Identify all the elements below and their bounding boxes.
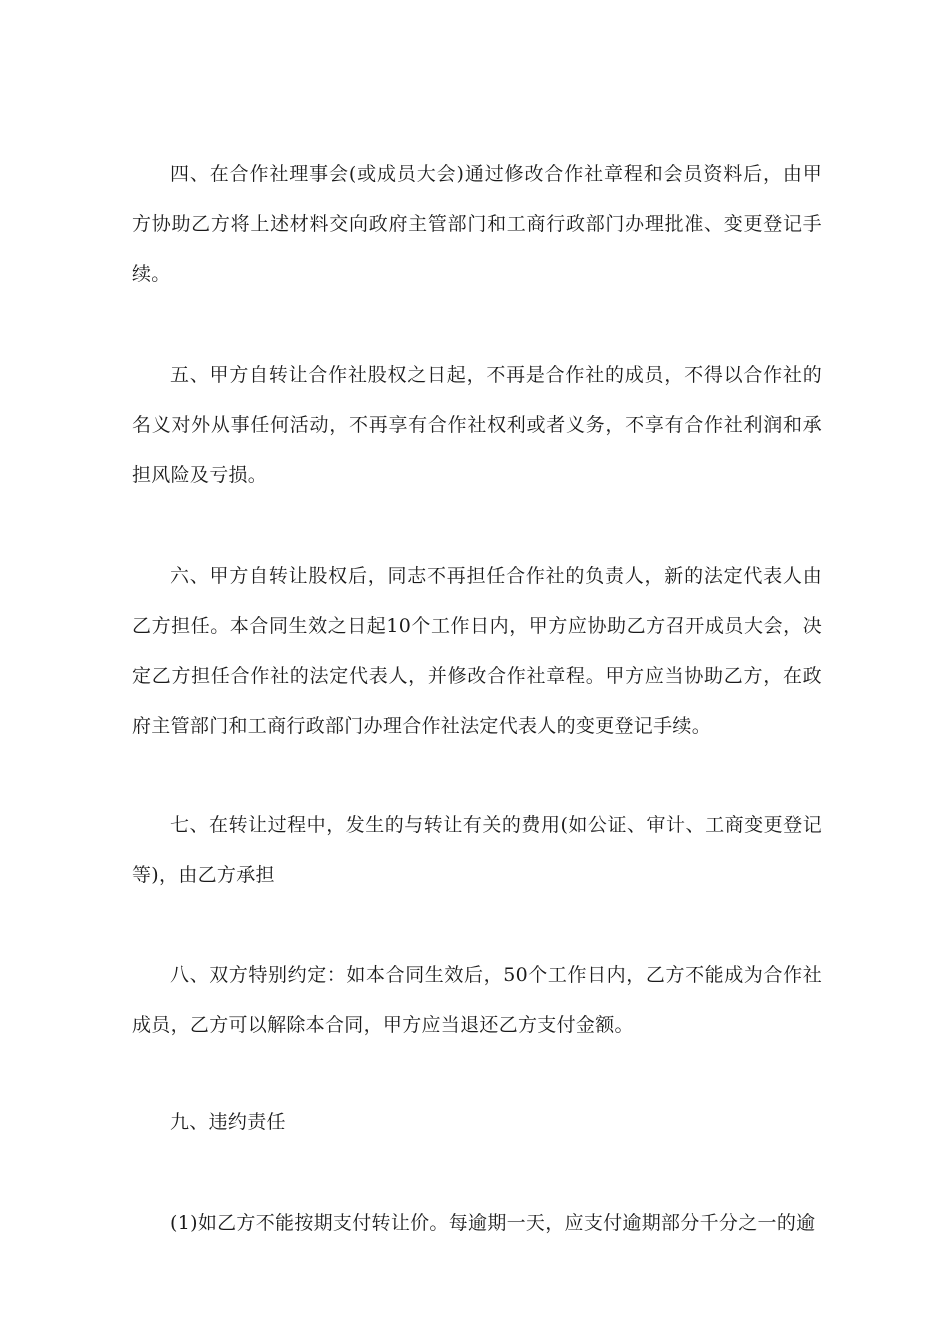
clause-5-paragraph: 五、甲方自转让合作社股权之日起，不再是合作社的成员，不得以合作社的名义对外从事任何活动，不再享有合作社权利或者义务，不享有合作社利润和承担风险及亏损。 — [132, 364, 822, 486]
clause-8-paragraph: 八、双方特别约定：如本合同生效后，50个工作日内，乙方不能成为合作社成员，乙方可以解除本合同，甲方应当退还乙方支付金额。 — [132, 964, 822, 1036]
clause-9-item-1-paragraph: (1)如乙方不能按期支付转让价。每逾期一天，应支付逾期部分千分之一的逾 — [170, 1212, 816, 1234]
clause-4-paragraph: 四、在合作社理事会(或成员大会)通过修改合作社章程和会员资料后，由甲方协助乙方将上述材料交向政府主管部门和工商行政部门办理批准、变更登记手续。 — [132, 163, 822, 285]
clause-7-paragraph: 七、在转让过程中，发生的与转让有关的费用(如公证、审计、工商变更登记等)，由乙方承担 — [132, 814, 822, 886]
clause-6-paragraph: 六、甲方自转让股权后，同志不再担任合作社的负责人，新的法定代表人由乙方担任。本合同生效之日起10个工作日内，甲方应协助乙方召开成员大会，决定乙方担任合作社的法定代表人，并修改合作社章程。甲方应当协助乙方，在政府主管部门和工商行政部门办理合作社法定代表人的变更登记手续。 — [132, 565, 822, 737]
clause-9-heading: 九、违约责任 — [170, 1111, 286, 1133]
